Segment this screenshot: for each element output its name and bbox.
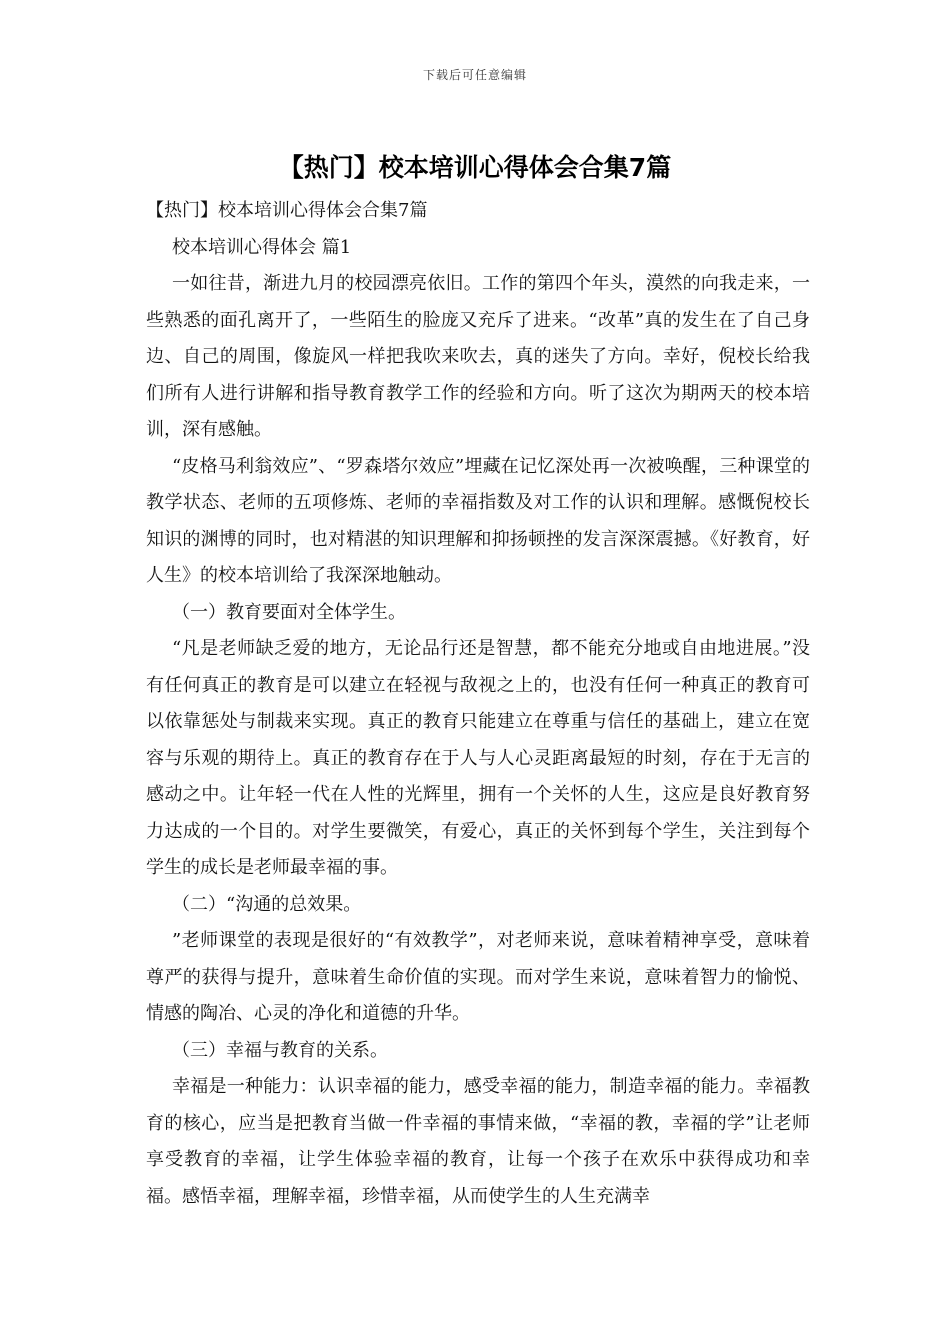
- paragraph: 校本培训心得体会 篇1: [172, 236, 352, 258]
- paragraph: “皮格马利翁效应”、“罗森塔尔效应”埋藏在记忆深处再一次被唤醒，三种课堂的教学状态、老师的五项修炼、老师的幸福指数及对工作的认识和理解。感慨倪校长知识的渊博的同时，也对精湛的知识理解和抑扬顿挫的发言深深震撼。《好教育，好人生》的校本培训给了我深深地触动。: [146, 455, 810, 586]
- paragraph: （三）幸福与教育的关系。: [172, 1039, 388, 1061]
- paragraph: 幸福是一种能力：认识幸福的能力，感受幸福的能力，制造幸福的能力。幸福教育的核心，应当是把教育当做一件幸福的事情来做，“幸福的教，幸福的学”让老师享受教育的幸福，让学生体验幸福的教育，让每一个孩子在欢乐中获得成功和幸福。感悟幸福，理解幸福，珍惜幸福，从而使学生的人生充满幸: [146, 1076, 810, 1207]
- document-title: 【热门】校本培训心得体会合集7篇: [278, 153, 672, 182]
- document-body: [146, 193, 810, 1215]
- paragraph: 一如往昔，渐进九月的校园漂亮依旧。工作的第四个年头，漠然的向我走来，一些熟悉的面孔离开了，一些陌生的脸庞又充斥了进来。“改革”真的发生在了自己身边、自己的周围，像旋风一样把我吹来吹去，真的迷失了方向。幸好，倪校长给我们所有人进行讲解和指导教育教学工作的经验和方向。听了这次为期两天的校本培训，深有感触。: [146, 273, 810, 440]
- header-note: 下载后可任意编辑: [422, 68, 527, 82]
- paragraph: 【热门】校本培训心得体会合集7篇: [146, 200, 428, 221]
- paragraph: （一）教育要面对全体学生。: [172, 601, 406, 623]
- paragraph: （二）“沟通的总效果。: [172, 893, 362, 915]
- paragraph: ”老师课堂的表现是很好的“有效教学”，对老师来说，意味着精神享受，意味着尊严的获得与提升，意味着生命价值的实现。而对学生来说，意味着智力的愉悦、情感的陶冶、心灵的净化和道德的升华。: [146, 930, 810, 1024]
- paragraph: “凡是老师缺乏爱的地方，无论品行还是智慧，都不能充分地或自由地进展。”没有任何真正的教育是可以建立在轻视与敌视之上的，也没有任何一种真正的教育可以依靠惩处与制裁来实现。真正的教育只能建立在尊重与信任的基础上，建立在宽容与乐观的期待上。真正的教育存在于人与人心灵距离最短的时刻，存在于无言的感动之中。让年轻一代在人性的光辉里，拥有一个关怀的人生，这应是良好教育努力达成的一个目的。对学生要微笑，有爱心，真正的关怀到每个学生，关注到每个学生的成长是老师最幸福的事。: [146, 638, 810, 878]
